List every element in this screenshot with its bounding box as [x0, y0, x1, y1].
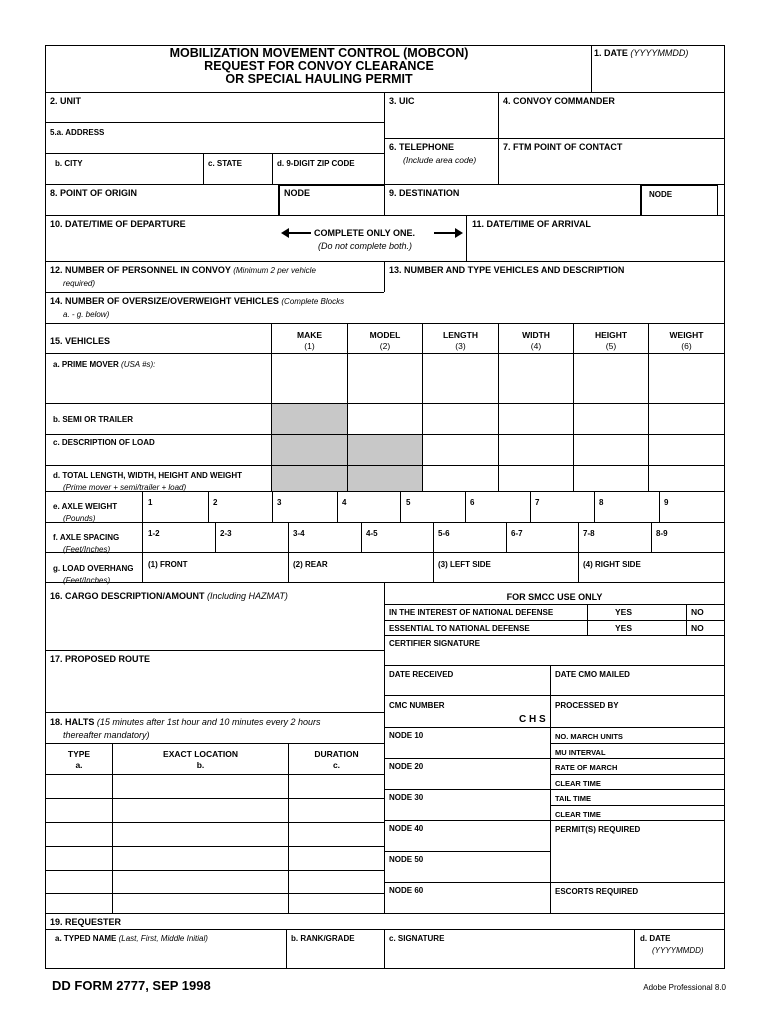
node-10[interactable]: NODE 10	[389, 731, 424, 740]
complete-one-note: (Do not complete both.)	[318, 241, 413, 251]
complete-one-label: COMPLETE ONLY ONE.	[314, 228, 416, 238]
column-length: LENGTH (3)	[443, 330, 478, 351]
halts-duration-header: DURATION c.	[314, 749, 359, 770]
national-interest-row: IN THE INTEREST OF NATIONAL DEFENSE	[389, 608, 554, 617]
axle-1[interactable]: 1	[148, 498, 153, 507]
uic-field[interactable]: 3. UIC	[389, 96, 415, 106]
spacing-3-4[interactable]: 3-4	[293, 529, 305, 538]
essential-row: ESSENTIAL TO NATIONAL DEFENSE	[389, 624, 530, 633]
semi-row: b. SEMI OR TRAILER	[53, 415, 133, 424]
requester-date-format: (YYYYMMDD)	[652, 946, 704, 955]
no-checkbox[interactable]: NO	[691, 607, 704, 617]
column-model: MODEL (2)	[369, 330, 401, 351]
halts-label: 18. HALTS (15 minutes after 1st hour and 10 minutes every 2 hours	[50, 717, 321, 727]
axle-6[interactable]: 6	[470, 498, 475, 507]
load-desc-row: c. DESCRIPTION OF LOAD	[53, 438, 155, 447]
chs-label: C H S	[519, 714, 546, 725]
departure-field[interactable]: 10. DATE/TIME OF DEPARTURE	[50, 219, 186, 229]
origin-field[interactable]: 8. POINT OF ORIGIN	[50, 188, 138, 198]
column-make: MAKE (1)	[296, 330, 323, 351]
column-weight: WEIGHT (6)	[669, 330, 704, 351]
overhang-left[interactable]: (3) LEFT SIDE	[438, 560, 491, 569]
origin-node-label: NODE	[284, 188, 311, 198]
axle-7[interactable]: 7	[535, 498, 540, 507]
spacing-1-2[interactable]: 1-2	[148, 529, 160, 538]
axle-3[interactable]: 3	[277, 498, 282, 507]
halts-type-header: TYPE a.	[67, 749, 91, 770]
vehicles-desc-field[interactable]: 13. NUMBER AND TYPE VEHICLES AND DESCRIPTION	[389, 265, 625, 275]
shaded-cell	[348, 435, 422, 465]
overhang-row: g. LOAD OVERHANG	[53, 564, 134, 573]
overhang-note: (Feet/Inches)	[63, 576, 111, 585]
destination-field[interactable]: 9. DESTINATION	[389, 188, 460, 198]
telephone-note: (Include area code)	[403, 155, 477, 165]
axle-weight-note: (Pounds)	[63, 514, 96, 523]
convoy-commander-field[interactable]: 4. CONVOY COMMANDER	[503, 96, 615, 106]
processed-by[interactable]: PROCESSED BY	[555, 701, 619, 710]
node-50[interactable]: NODE 50	[389, 855, 424, 864]
spacing-4-5[interactable]: 4-5	[366, 529, 378, 538]
overhang-right[interactable]: (4) RIGHT SIDE	[583, 560, 641, 569]
clear-time[interactable]: CLEAR TIME	[555, 810, 601, 819]
city-field[interactable]: b. CITY	[55, 159, 83, 168]
smcc-header: FOR SMCC USE ONLY	[506, 592, 603, 602]
arrival-field[interactable]: 11. DATE/TIME OF ARRIVAL	[472, 219, 591, 229]
date-field[interactable]: 1. DATE (YYYYMMDD)	[594, 48, 689, 58]
prime-mover-row: a. PRIME MOVER (USA #s):	[53, 360, 156, 369]
node-60[interactable]: NODE 60	[389, 886, 424, 895]
rank-field[interactable]: b. RANK/GRADE	[291, 934, 355, 943]
typed-name-field[interactable]: a. TYPED NAME (Last, First, Middle Initial)	[55, 934, 208, 943]
yes-checkbox[interactable]: YES	[615, 623, 633, 633]
node-20[interactable]: NODE 20	[389, 762, 424, 771]
shaded-cell	[348, 466, 422, 491]
oversize-note: a. - g. below)	[63, 310, 110, 319]
cmc-number[interactable]: CMC NUMBER	[389, 701, 445, 710]
axle-4[interactable]: 4	[342, 498, 347, 507]
halts-location-header: EXACT LOCATION b.	[163, 749, 238, 770]
form-number: DD FORM 2777, SEP 1998	[52, 978, 211, 993]
vehicles-label: 15. VEHICLES	[50, 336, 111, 346]
spacing-7-8[interactable]: 7-8	[583, 529, 595, 538]
axle-weight-row: e. AXLE WEIGHT	[53, 502, 118, 511]
tail-time[interactable]: TAIL TIME	[555, 794, 591, 803]
axle-spacing-row: f. AXLE SPACING	[53, 533, 120, 542]
signature-field[interactable]: c. SIGNATURE	[389, 934, 445, 943]
total-note: (Prime mover + semi/trailer + load)	[63, 483, 187, 492]
column-width: WIDTH (4)	[522, 330, 550, 351]
personnel-field[interactable]: 12. NUMBER OF PERSONNEL IN CONVOY (Minimum 2 per vehicle	[50, 265, 316, 275]
yes-checkbox[interactable]: YES	[615, 607, 633, 617]
mu-interval[interactable]: MU INTERVAL	[555, 748, 606, 757]
permits-required[interactable]: PERMIT(S) REQUIRED	[555, 825, 641, 834]
form-title: MOBILIZATION MOVEMENT CONTROL (MOBCON) REQUEST FOR CONVOY CLEARANCE OR SPECIAL HAULING PERMIT	[169, 46, 469, 86]
rate-of-march[interactable]: RATE OF MARCH	[555, 763, 618, 772]
state-field[interactable]: c. STATE	[208, 159, 242, 168]
axle-spacing-note: (Feet/Inches)	[63, 545, 111, 554]
march-units[interactable]: NO. MARCH UNITS	[555, 732, 623, 741]
telephone-field[interactable]: 6. TELEPHONE	[389, 142, 455, 152]
total-row: d. TOTAL LENGTH, WIDTH, HEIGHT AND WEIGHT	[53, 471, 243, 480]
zip-field[interactable]: d. 9-DIGIT ZIP CODE	[277, 159, 355, 168]
unit-field[interactable]: 2. UNIT	[50, 96, 82, 106]
axle-9[interactable]: 9	[664, 498, 669, 507]
date-cmo-mailed[interactable]: DATE CMO MAILED	[555, 670, 630, 679]
halts-note: thereafter mandatory)	[63, 730, 150, 740]
address-field[interactable]: 5.a. ADDRESS	[50, 128, 105, 137]
escorts-required[interactable]: ESCORTS REQUIRED	[555, 887, 639, 896]
clear-time[interactable]: CLEAR TIME	[555, 779, 601, 788]
overhang-rear[interactable]: (2) REAR	[293, 560, 328, 569]
spacing-5-6[interactable]: 5-6	[438, 529, 450, 538]
requester-date-field[interactable]: d. DATE	[640, 934, 671, 943]
route-field[interactable]: 17. PROPOSED ROUTE	[50, 654, 151, 664]
cargo-field[interactable]: 16. CARGO DESCRIPTION/AMOUNT (Including HAZMAT)	[50, 591, 288, 601]
node-40[interactable]: NODE 40	[389, 824, 424, 833]
oversize-field[interactable]: 14. NUMBER OF OVERSIZE/OVERWEIGHT VEHICLES (Complete Blocks	[50, 296, 345, 306]
personnel-note: required)	[63, 279, 96, 288]
shaded-cell	[272, 435, 347, 465]
axle-5[interactable]: 5	[406, 498, 411, 507]
node-30[interactable]: NODE 30	[389, 793, 424, 802]
shaded-cell	[272, 466, 347, 491]
requester-label: 19. REQUESTER	[50, 917, 122, 927]
destination-node-label: NODE	[649, 190, 673, 199]
date-received[interactable]: DATE RECEIVED	[389, 670, 454, 679]
software-note: Adobe Professional 8.0	[643, 983, 726, 992]
spacing-8-9[interactable]: 8-9	[656, 529, 668, 538]
no-checkbox[interactable]: NO	[691, 623, 704, 633]
axle-2[interactable]: 2	[213, 498, 218, 507]
spacing-6-7[interactable]: 6-7	[511, 529, 523, 538]
certifier-signature[interactable]: CERTIFIER SIGNATURE	[389, 639, 480, 648]
overhang-front[interactable]: (1) FRONT	[148, 560, 188, 569]
ftm-poc-field[interactable]: 7. FTM POINT OF CONTACT	[503, 142, 623, 152]
column-height: HEIGHT (5)	[594, 330, 628, 351]
shaded-cell	[272, 404, 347, 434]
spacing-2-3[interactable]: 2-3	[220, 529, 232, 538]
axle-8[interactable]: 8	[599, 498, 604, 507]
